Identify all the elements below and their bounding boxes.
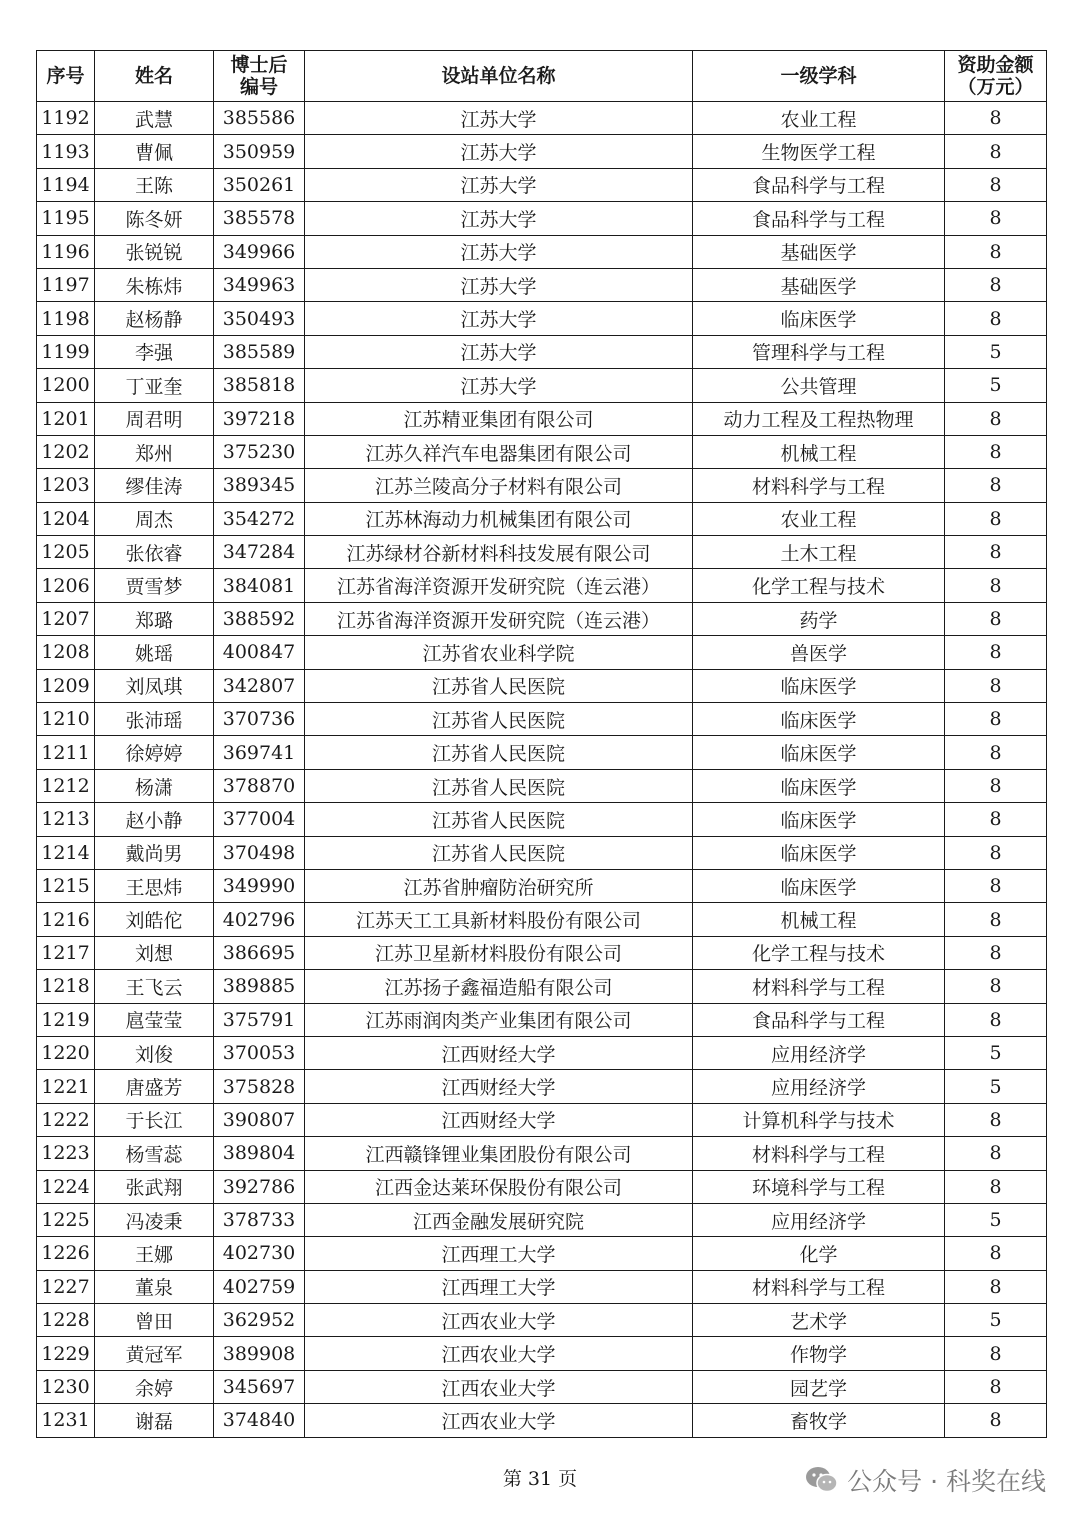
table-row [37, 569, 1047, 602]
seq-cell: 1207 [37, 602, 95, 635]
seq-cell: 1201 [37, 402, 95, 435]
unit-cell: 江苏精亚集团有限公司 [305, 402, 693, 435]
table-row [37, 1036, 1047, 1069]
unit-cell: 江苏大学 [305, 335, 693, 368]
seq-cell: 1223 [37, 1137, 95, 1170]
name-cell: 王陈 [95, 168, 214, 201]
unit-cell: 江苏兰陵高分子材料有限公司 [305, 469, 693, 502]
postdoc-id-cell: 374840 [214, 1404, 305, 1437]
name-cell: 杨雪蕊 [95, 1137, 214, 1170]
postdoc-id-cell: 350493 [214, 302, 305, 335]
name-cell: 张武翔 [95, 1170, 214, 1203]
unit-cell: 江苏省人民医院 [305, 836, 693, 869]
unit-cell: 江苏省农业科学院 [305, 636, 693, 669]
table-row [37, 936, 1047, 969]
name-cell: 王思炜 [95, 869, 214, 902]
seq-cell: 1217 [37, 936, 95, 969]
name-cell: 缪佳涛 [95, 469, 214, 502]
page-number: 第 31 页 [502, 1468, 578, 1490]
name-cell: 董泉 [95, 1270, 214, 1303]
amount-cell: 8 [945, 1237, 1047, 1270]
unit-cell: 江苏林海动力机械集团有限公司 [305, 502, 693, 535]
table-row [37, 669, 1047, 702]
postdoc-id-cell: 389908 [214, 1337, 305, 1370]
postdoc-id-cell: 400847 [214, 636, 305, 669]
subject-cell: 机械工程 [693, 903, 945, 936]
header-postdoc-id: 博士后 编号 [214, 51, 305, 102]
name-cell: 徐婷婷 [95, 736, 214, 769]
name-cell: 余婷 [95, 1370, 214, 1403]
header-name: 姓名 [95, 51, 214, 102]
seq-cell: 1199 [37, 335, 95, 368]
postdoc-id-cell: 385586 [214, 102, 305, 135]
unit-cell: 江西理工大学 [305, 1270, 693, 1303]
subject-cell: 应用经济学 [693, 1036, 945, 1069]
unit-cell: 江西财经大学 [305, 1070, 693, 1103]
subject-cell: 临床医学 [693, 736, 945, 769]
amount-cell: 8 [945, 669, 1047, 702]
postdoc-id-cell: 384081 [214, 569, 305, 602]
postdoc-id-cell: 369741 [214, 736, 305, 769]
unit-cell: 江苏省人民医院 [305, 669, 693, 702]
watermark-text: 公众号 · 科奖在线 [847, 1467, 1046, 1496]
name-cell: 赵小静 [95, 803, 214, 836]
name-cell: 王飞云 [95, 970, 214, 1003]
amount-cell: 8 [945, 636, 1047, 669]
amount-cell: 8 [945, 1404, 1047, 1437]
name-cell: 谢磊 [95, 1404, 214, 1437]
unit-cell: 江西赣锋锂业集团股份有限公司 [305, 1137, 693, 1170]
amount-cell: 8 [945, 536, 1047, 569]
unit-cell: 江苏天工工具新材料股份有限公司 [305, 903, 693, 936]
postdoc-id-cell: 377004 [214, 803, 305, 836]
seq-cell: 1193 [37, 135, 95, 168]
subject-cell: 基础医学 [693, 268, 945, 301]
table-row [37, 1070, 1047, 1103]
amount-cell: 8 [945, 803, 1047, 836]
subject-cell: 材料科学与工程 [693, 1270, 945, 1303]
table-row [37, 769, 1047, 802]
subject-cell: 临床医学 [693, 869, 945, 902]
name-cell: 丁亚奎 [95, 369, 214, 402]
amount-cell: 8 [945, 836, 1047, 869]
seq-cell: 1195 [37, 202, 95, 235]
name-cell: 曹佩 [95, 135, 214, 168]
subject-cell: 化学 [693, 1237, 945, 1270]
unit-cell: 江西农业大学 [305, 1370, 693, 1403]
name-cell: 戴尚男 [95, 836, 214, 869]
name-cell: 朱栋炜 [95, 268, 214, 301]
table-row [37, 836, 1047, 869]
seq-cell: 1212 [37, 769, 95, 802]
postdoc-id-cell: 370736 [214, 703, 305, 736]
table-row [37, 302, 1047, 335]
unit-cell: 江西理工大学 [305, 1237, 693, 1270]
seq-cell: 1197 [37, 268, 95, 301]
unit-cell: 江苏大学 [305, 102, 693, 135]
table-row [37, 1103, 1047, 1136]
subject-cell: 食品科学与工程 [693, 168, 945, 201]
amount-cell: 8 [945, 102, 1047, 135]
table-row [37, 636, 1047, 669]
amount-cell: 5 [945, 1203, 1047, 1236]
table-row [37, 1304, 1047, 1337]
subject-cell: 作物学 [693, 1337, 945, 1370]
table-row [37, 435, 1047, 468]
amount-cell: 8 [945, 1170, 1047, 1203]
unit-cell: 江苏省海洋资源开发研究院（连云港） [305, 602, 693, 635]
table-row [37, 1237, 1047, 1270]
postdoc-id-cell: 345697 [214, 1370, 305, 1403]
seq-cell: 1208 [37, 636, 95, 669]
table-row [37, 268, 1047, 301]
seq-cell: 1203 [37, 469, 95, 502]
amount-cell: 8 [945, 569, 1047, 602]
subject-cell: 临床医学 [693, 769, 945, 802]
table-row [37, 335, 1047, 368]
seq-cell: 1220 [37, 1036, 95, 1069]
amount-cell: 5 [945, 1036, 1047, 1069]
unit-cell: 江西财经大学 [305, 1036, 693, 1069]
unit-cell: 江苏省人民医院 [305, 769, 693, 802]
subject-cell: 材料科学与工程 [693, 469, 945, 502]
amount-cell: 8 [945, 268, 1047, 301]
name-cell: 郑璐 [95, 602, 214, 635]
seq-cell: 1225 [37, 1203, 95, 1236]
unit-cell: 江苏省人民医院 [305, 736, 693, 769]
seq-cell: 1229 [37, 1337, 95, 1370]
subject-cell: 计算机科学与技术 [693, 1103, 945, 1136]
subject-cell: 动力工程及工程热物理 [693, 402, 945, 435]
unit-cell: 江西财经大学 [305, 1103, 693, 1136]
amount-cell: 8 [945, 202, 1047, 235]
postdoc-id-cell: 389804 [214, 1137, 305, 1170]
amount-cell: 8 [945, 1337, 1047, 1370]
seq-cell: 1221 [37, 1070, 95, 1103]
name-cell: 张依睿 [95, 536, 214, 569]
seq-cell: 1209 [37, 669, 95, 702]
subject-cell: 材料科学与工程 [693, 1137, 945, 1170]
amount-cell: 8 [945, 869, 1047, 902]
subject-cell: 临床医学 [693, 836, 945, 869]
seq-cell: 1214 [37, 836, 95, 869]
unit-cell: 江苏大学 [305, 369, 693, 402]
wechat-icon [805, 1465, 839, 1495]
seq-cell: 1228 [37, 1304, 95, 1337]
postdoc-id-cell: 350959 [214, 135, 305, 168]
subject-cell: 临床医学 [693, 803, 945, 836]
name-cell: 张沛瑶 [95, 703, 214, 736]
unit-cell: 江苏大学 [305, 302, 693, 335]
unit-cell: 江西农业大学 [305, 1337, 693, 1370]
subject-cell: 艺术学 [693, 1304, 945, 1337]
name-cell: 刘皓佗 [95, 903, 214, 936]
table-row [37, 1337, 1047, 1370]
table-row [37, 1137, 1047, 1170]
unit-cell: 江苏省人民医院 [305, 703, 693, 736]
unit-cell: 江苏雨润肉类产业集团有限公司 [305, 1003, 693, 1036]
postdoc-id-cell: 342807 [214, 669, 305, 702]
table-row [37, 168, 1047, 201]
amount-cell: 8 [945, 302, 1047, 335]
subject-cell: 药学 [693, 602, 945, 635]
unit-cell: 江苏大学 [305, 235, 693, 268]
amount-cell: 8 [945, 435, 1047, 468]
unit-cell: 江苏扬子鑫福造船有限公司 [305, 970, 693, 1003]
name-cell: 冯凌秉 [95, 1203, 214, 1236]
amount-cell: 8 [945, 602, 1047, 635]
amount-cell: 5 [945, 369, 1047, 402]
table-row [37, 1203, 1047, 1236]
seq-cell: 1194 [37, 168, 95, 201]
amount-cell: 8 [945, 936, 1047, 969]
subject-cell: 机械工程 [693, 435, 945, 468]
subject-cell: 食品科学与工程 [693, 1003, 945, 1036]
amount-cell: 8 [945, 502, 1047, 535]
table-row [37, 736, 1047, 769]
subject-cell: 化学工程与技术 [693, 936, 945, 969]
amount-cell: 8 [945, 736, 1047, 769]
name-cell: 陈冬妍 [95, 202, 214, 235]
seq-cell: 1218 [37, 970, 95, 1003]
amount-cell: 8 [945, 402, 1047, 435]
postdoc-id-cell: 375791 [214, 1003, 305, 1036]
amount-cell: 8 [945, 1270, 1047, 1303]
subject-cell: 应用经济学 [693, 1203, 945, 1236]
wechat-watermark [805, 1462, 1046, 1498]
postdoc-funding-table [36, 50, 1047, 1438]
seq-cell: 1196 [37, 235, 95, 268]
name-cell: 武慧 [95, 102, 214, 135]
postdoc-id-cell: 397218 [214, 402, 305, 435]
subject-cell: 基础医学 [693, 235, 945, 268]
subject-cell: 食品科学与工程 [693, 202, 945, 235]
subject-cell: 临床医学 [693, 302, 945, 335]
header-amount: 资助金额 （万元） [945, 51, 1047, 102]
unit-cell: 江西金达莱环保股份有限公司 [305, 1170, 693, 1203]
name-cell: 李强 [95, 335, 214, 368]
amount-cell: 8 [945, 703, 1047, 736]
postdoc-id-cell: 375828 [214, 1070, 305, 1103]
amount-cell: 8 [945, 903, 1047, 936]
name-cell: 贾雪梦 [95, 569, 214, 602]
subject-cell: 临床医学 [693, 669, 945, 702]
postdoc-id-cell: 362952 [214, 1304, 305, 1337]
subject-cell: 环境科学与工程 [693, 1170, 945, 1203]
table-row [37, 1170, 1047, 1203]
seq-cell: 1222 [37, 1103, 95, 1136]
table-row [37, 703, 1047, 736]
postdoc-id-cell: 350261 [214, 168, 305, 201]
unit-cell: 江苏卫星新材料股份有限公司 [305, 936, 693, 969]
seq-cell: 1210 [37, 703, 95, 736]
amount-cell: 8 [945, 970, 1047, 1003]
unit-cell: 江苏省海洋资源开发研究院（连云港） [305, 569, 693, 602]
amount-cell: 8 [945, 1137, 1047, 1170]
subject-cell: 临床医学 [693, 703, 945, 736]
table-row [37, 235, 1047, 268]
table-row [37, 1370, 1047, 1403]
unit-cell: 江苏省肿瘤防治研究所 [305, 869, 693, 902]
seq-cell: 1192 [37, 102, 95, 135]
name-cell: 郑州 [95, 435, 214, 468]
name-cell: 王娜 [95, 1237, 214, 1270]
postdoc-id-cell: 389885 [214, 970, 305, 1003]
postdoc-id-cell: 392786 [214, 1170, 305, 1203]
seq-cell: 1205 [37, 536, 95, 569]
amount-cell: 8 [945, 235, 1047, 268]
seq-cell: 1216 [37, 903, 95, 936]
amount-cell: 8 [945, 1003, 1047, 1036]
table-row [37, 903, 1047, 936]
table-header-row [37, 51, 1047, 102]
name-cell: 姚瑶 [95, 636, 214, 669]
seq-cell: 1200 [37, 369, 95, 402]
name-cell: 杨潇 [95, 769, 214, 802]
seq-cell: 1219 [37, 1003, 95, 1036]
table-row [37, 970, 1047, 1003]
seq-cell: 1231 [37, 1404, 95, 1437]
name-cell: 刘凤琪 [95, 669, 214, 702]
amount-cell: 8 [945, 135, 1047, 168]
table-row [37, 402, 1047, 435]
unit-cell: 江苏省人民医院 [305, 803, 693, 836]
table-row [37, 803, 1047, 836]
table-row [37, 102, 1047, 135]
table-body [37, 102, 1047, 1438]
postdoc-id-cell: 375230 [214, 435, 305, 468]
table-row [37, 869, 1047, 902]
subject-cell: 兽医学 [693, 636, 945, 669]
name-cell: 赵杨静 [95, 302, 214, 335]
subject-cell: 管理科学与工程 [693, 335, 945, 368]
postdoc-id-cell: 349966 [214, 235, 305, 268]
name-cell: 黄冠军 [95, 1337, 214, 1370]
postdoc-id-cell: 370498 [214, 836, 305, 869]
table-row [37, 536, 1047, 569]
seq-cell: 1215 [37, 869, 95, 902]
header-subject: 一级学科 [693, 51, 945, 102]
subject-cell: 材料科学与工程 [693, 970, 945, 1003]
seq-cell: 1202 [37, 435, 95, 468]
name-cell: 周杰 [95, 502, 214, 535]
unit-cell: 江苏大学 [305, 202, 693, 235]
postdoc-id-cell: 402796 [214, 903, 305, 936]
unit-cell: 江苏大学 [305, 135, 693, 168]
seq-cell: 1227 [37, 1270, 95, 1303]
name-cell: 唐盛芳 [95, 1070, 214, 1103]
postdoc-id-cell: 402759 [214, 1270, 305, 1303]
seq-cell: 1211 [37, 736, 95, 769]
name-cell: 张锐锐 [95, 235, 214, 268]
header-seq: 序号 [37, 51, 95, 102]
table-row [37, 1404, 1047, 1437]
postdoc-id-cell: 402730 [214, 1237, 305, 1270]
unit-cell: 江苏久祥汽车电器集团有限公司 [305, 435, 693, 468]
amount-cell: 8 [945, 1103, 1047, 1136]
seq-cell: 1230 [37, 1370, 95, 1403]
table-row [37, 202, 1047, 235]
subject-cell: 农业工程 [693, 102, 945, 135]
postdoc-id-cell: 370053 [214, 1036, 305, 1069]
subject-cell: 化学工程与技术 [693, 569, 945, 602]
amount-cell: 8 [945, 168, 1047, 201]
seq-cell: 1226 [37, 1237, 95, 1270]
table-row [37, 1003, 1047, 1036]
table-row [37, 1270, 1047, 1303]
postdoc-id-cell: 385589 [214, 335, 305, 368]
name-cell: 曾田 [95, 1304, 214, 1337]
amount-cell: 5 [945, 1304, 1047, 1337]
unit-cell: 江苏大学 [305, 268, 693, 301]
amount-cell: 8 [945, 469, 1047, 502]
subject-cell: 土木工程 [693, 536, 945, 569]
postdoc-id-cell: 388592 [214, 602, 305, 635]
postdoc-id-cell: 385818 [214, 369, 305, 402]
postdoc-id-cell: 354272 [214, 502, 305, 535]
amount-cell: 5 [945, 1070, 1047, 1103]
postdoc-id-cell: 378870 [214, 769, 305, 802]
name-cell: 周君明 [95, 402, 214, 435]
postdoc-id-cell: 349963 [214, 268, 305, 301]
name-cell: 扈莹莹 [95, 1003, 214, 1036]
unit-cell: 江西农业大学 [305, 1304, 693, 1337]
amount-cell: 5 [945, 335, 1047, 368]
seq-cell: 1198 [37, 302, 95, 335]
table-row [37, 602, 1047, 635]
table-row [37, 502, 1047, 535]
table-row [37, 369, 1047, 402]
postdoc-id-cell: 389345 [214, 469, 305, 502]
header-unit: 设站单位名称 [305, 51, 693, 102]
unit-cell: 江苏大学 [305, 168, 693, 201]
unit-cell: 江西金融发展研究院 [305, 1203, 693, 1236]
amount-cell: 8 [945, 1370, 1047, 1403]
seq-cell: 1213 [37, 803, 95, 836]
postdoc-id-cell: 347284 [214, 536, 305, 569]
amount-cell: 8 [945, 769, 1047, 802]
name-cell: 于长江 [95, 1103, 214, 1136]
postdoc-id-cell: 386695 [214, 936, 305, 969]
subject-cell: 畜牧学 [693, 1404, 945, 1437]
unit-cell: 江西农业大学 [305, 1404, 693, 1437]
subject-cell: 生物医学工程 [693, 135, 945, 168]
postdoc-id-cell: 390807 [214, 1103, 305, 1136]
subject-cell: 农业工程 [693, 502, 945, 535]
postdoc-id-cell: 378733 [214, 1203, 305, 1236]
table-row [37, 135, 1047, 168]
postdoc-id-cell: 349990 [214, 869, 305, 902]
seq-cell: 1206 [37, 569, 95, 602]
seq-cell: 1204 [37, 502, 95, 535]
subject-cell: 园艺学 [693, 1370, 945, 1403]
seq-cell: 1224 [37, 1170, 95, 1203]
name-cell: 刘俊 [95, 1036, 214, 1069]
subject-cell: 应用经济学 [693, 1070, 945, 1103]
name-cell: 刘想 [95, 936, 214, 969]
unit-cell: 江苏绿材谷新材料科技发展有限公司 [305, 536, 693, 569]
table-row [37, 469, 1047, 502]
postdoc-id-cell: 385578 [214, 202, 305, 235]
subject-cell: 公共管理 [693, 369, 945, 402]
